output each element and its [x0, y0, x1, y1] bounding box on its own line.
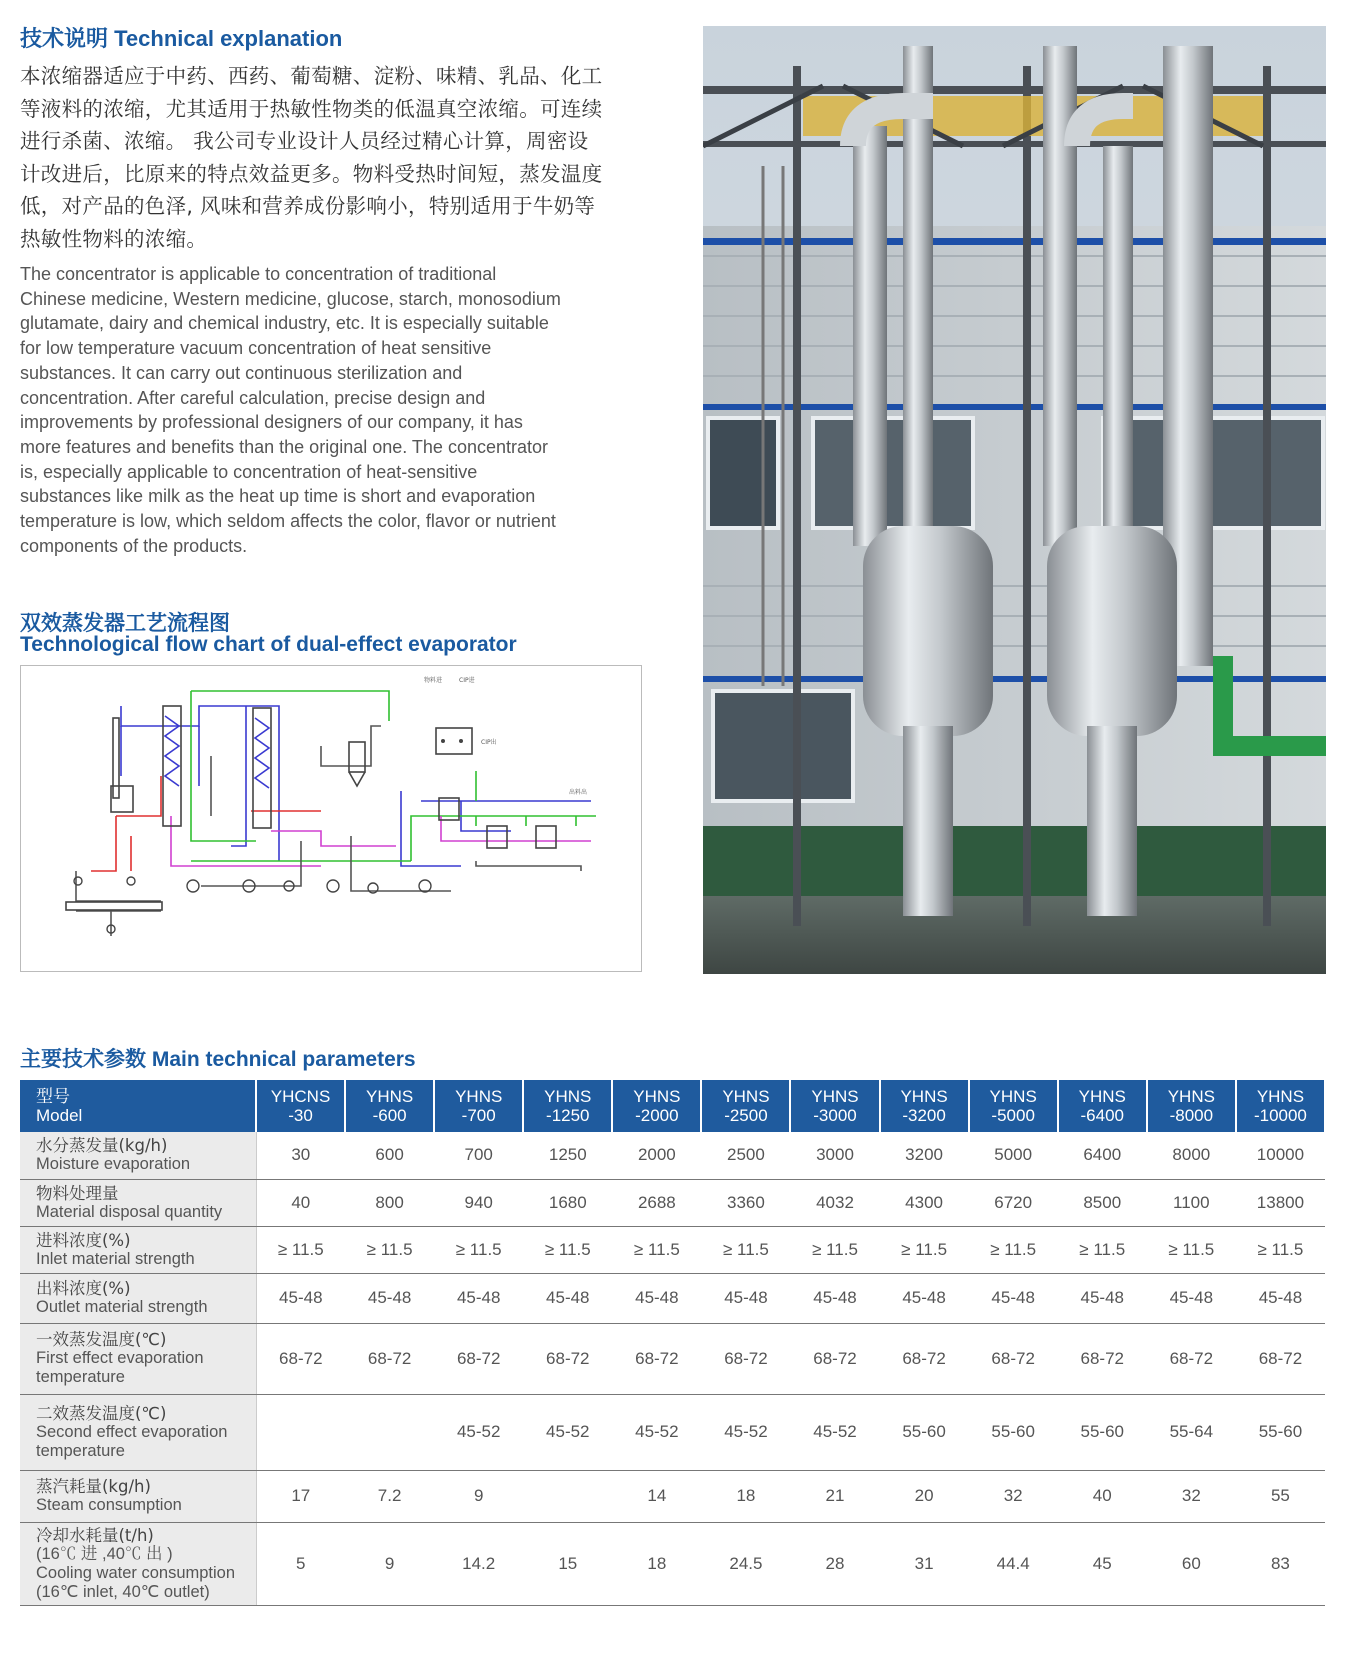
table-cell: ≥ 11.5: [1058, 1226, 1147, 1273]
table-cell: 45-48: [523, 1273, 612, 1323]
table-header-row: [20, 1080, 1325, 1132]
header-model-text: YHNS: [1256, 1087, 1305, 1106]
cn-line: 等液料的浓缩，尤其适用于热敏性物类的低温真空浓缩。可连续: [20, 96, 603, 121]
table-cell: 68-72: [1236, 1323, 1325, 1394]
en-line: more features and benefits than the original one. The concentrator: [20, 436, 549, 457]
table-cell: 13800: [1236, 1179, 1325, 1226]
header-model: [256, 1080, 345, 1132]
table-cell: 45-48: [345, 1273, 434, 1323]
table-cell: 32: [1147, 1470, 1236, 1522]
table-cell: 40: [256, 1179, 345, 1226]
header-model-label: [20, 1080, 256, 1132]
table-cell: 18: [701, 1470, 790, 1522]
table-cell: 4032: [790, 1179, 879, 1226]
table-cell: 45-48: [880, 1273, 969, 1323]
row-label: [20, 1226, 256, 1273]
table-cell: 55-64: [1147, 1394, 1236, 1470]
table-cell: ≥ 11.5: [523, 1226, 612, 1273]
row-label: [20, 1394, 256, 1470]
table-cell: 1100: [1147, 1179, 1236, 1226]
row-label-text: (16℃ 进 ,40℃ 出 ): [36, 1544, 173, 1563]
table-cell: ≥ 11.5: [345, 1226, 434, 1273]
table-cell: 1250: [523, 1132, 612, 1179]
header-model-text: -6400: [1080, 1106, 1124, 1125]
row-label-text: 蒸汽耗量(kg/h): [36, 1477, 151, 1496]
table-cell: 5000: [969, 1132, 1058, 1179]
table-cell: 2000: [612, 1132, 701, 1179]
header-model: [1058, 1080, 1147, 1132]
header-model-text: -2500: [724, 1106, 768, 1125]
evaporator-photo-illustration: [703, 26, 1326, 974]
table-cell: 6400: [1058, 1132, 1147, 1179]
table-row: [20, 1394, 1325, 1470]
table-cell: 940: [434, 1179, 523, 1226]
header-model-text: -30: [288, 1106, 313, 1125]
table-row: [20, 1179, 1325, 1226]
header-model-text: Model: [36, 1106, 83, 1125]
table-cell: 2688: [612, 1179, 701, 1226]
header-model-text: -5000: [991, 1106, 1035, 1125]
table-cell: ≥ 11.5: [701, 1226, 790, 1273]
table-cell: 3200: [880, 1132, 969, 1179]
header-model-text: YHNS: [455, 1087, 503, 1106]
table-cell: 7.2: [345, 1470, 434, 1522]
row-label-text: temperature: [36, 1441, 125, 1460]
table-cell: 68-72: [434, 1323, 523, 1394]
flow-chart-title-cn: 双效蒸发器工艺流程图: [20, 611, 230, 635]
table-cell: 68-72: [1058, 1323, 1147, 1394]
row-label-text: Steam consumption: [36, 1496, 182, 1514]
en-line: concentration. After careful calculation, precise design and: [20, 387, 486, 408]
row-label-text: 进料浓度(%): [36, 1230, 131, 1250]
table-cell: 3360: [701, 1179, 790, 1226]
label-cip-out: CIP出: [481, 739, 497, 746]
table-cell: [523, 1470, 612, 1522]
table-cell: 24.5: [701, 1522, 790, 1605]
header-model: [523, 1080, 612, 1132]
table-cell: 600: [345, 1132, 434, 1179]
flow-chart-diagram: [20, 665, 642, 972]
cn-line: 热敏性物料的浓缩。: [20, 226, 208, 251]
params-section-title: 主要技术参数 Main technical parameters: [20, 1048, 416, 1071]
header-model-text: YHCNS: [270, 1087, 331, 1106]
header-model: [1236, 1080, 1325, 1132]
table-cell: [345, 1394, 434, 1470]
table-cell: 68-72: [969, 1323, 1058, 1394]
table-cell: 45-48: [969, 1273, 1058, 1323]
en-line: improvements by professional designers of our company, it has: [20, 412, 523, 433]
row-label-text: Outlet material strength: [36, 1298, 208, 1316]
table-cell: 15: [523, 1522, 612, 1605]
header-model: [790, 1080, 879, 1132]
evaporator-photo: [703, 26, 1326, 974]
en-line: is, especially applicable to concentration of heat-sensitive: [20, 461, 478, 482]
table-cell: ≥ 11.5: [880, 1226, 969, 1273]
cn-line: 计改进后，比原来的特点效益更多。物料受热时间短，蒸发温度: [20, 161, 603, 186]
table-cell: 31: [880, 1522, 969, 1605]
label-cip-in: CIP进: [459, 677, 475, 684]
table-cell: ≥ 11.5: [612, 1226, 701, 1273]
header-model-text: YHNS: [1078, 1087, 1126, 1106]
header-model-text: YHNS: [544, 1087, 592, 1106]
header-model-text: 型号: [36, 1087, 70, 1106]
header-model-text: -700: [461, 1106, 496, 1125]
table-cell: 8000: [1147, 1132, 1236, 1179]
table-cell: 55-60: [1058, 1394, 1147, 1470]
row-label-text: Inlet material strength: [36, 1249, 195, 1268]
table-cell: 45-48: [256, 1273, 345, 1323]
table-cell: 10000: [1236, 1132, 1325, 1179]
row-label-text: 一效蒸发温度(℃): [36, 1330, 167, 1349]
table-cell: 21: [790, 1470, 879, 1522]
header-model: [1147, 1080, 1236, 1132]
header-model: [880, 1080, 969, 1132]
row-label: [20, 1323, 256, 1394]
table-cell: 68-72: [345, 1323, 434, 1394]
header-model-text: YHNS: [366, 1087, 414, 1106]
table-cell: 5: [256, 1522, 345, 1605]
table-cell: 9: [345, 1522, 434, 1605]
header-model-text: YHNS: [1167, 1087, 1215, 1106]
header-model-text: -600: [372, 1106, 407, 1125]
table-row: [20, 1273, 1325, 1323]
table-cell: 4300: [880, 1179, 969, 1226]
row-label: [20, 1179, 256, 1226]
header-model-text: -1250: [546, 1106, 590, 1125]
table-cell: 6720: [969, 1179, 1058, 1226]
row-label-text: 二效蒸发温度(℃): [36, 1403, 167, 1423]
chinese-description: [20, 60, 650, 255]
row-label-text: First effect evaporation: [36, 1349, 204, 1367]
table-cell: 40: [1058, 1470, 1147, 1522]
header-model-text: YHNS: [900, 1087, 948, 1106]
table-cell: 700: [434, 1132, 523, 1179]
row-label-text: 冷却水耗量(t/h): [36, 1525, 154, 1545]
table-cell: ≥ 11.5: [1236, 1226, 1325, 1273]
cn-line: 低，对产品的色泽, 风味和营养成份影响小，特别适用于牛奶等: [20, 194, 596, 218]
table-cell: 28: [790, 1522, 879, 1605]
row-label-text: temperature: [36, 1368, 125, 1386]
english-description: [20, 262, 650, 558]
table-row: [20, 1132, 1325, 1179]
table-cell: ≥ 11.5: [256, 1226, 345, 1273]
table-cell: 45-48: [1058, 1273, 1147, 1323]
table-cell: 14.2: [434, 1522, 523, 1605]
table-cell: 800: [345, 1179, 434, 1226]
table-cell: 45-52: [790, 1394, 879, 1470]
header-model-text: -10000: [1253, 1106, 1307, 1125]
header-model-text: -2000: [635, 1106, 679, 1125]
header-model: [345, 1080, 434, 1132]
row-label-text: Material disposal quantity: [36, 1202, 223, 1221]
table-cell: 45-52: [612, 1394, 701, 1470]
table-cell: ≥ 11.5: [790, 1226, 879, 1273]
table-row: [20, 1226, 1325, 1273]
table-cell: 68-72: [523, 1323, 612, 1394]
table-cell: 68-72: [701, 1323, 790, 1394]
en-line: The concentrator is applicable to concentration of traditional: [20, 264, 497, 284]
header-model: [969, 1080, 1058, 1132]
flow-chart-title-en: Technological flow chart of dual-effect evaporator: [20, 633, 517, 656]
en-line: glutamate, dairy and chemical industry, etc. It is especially suitable: [20, 313, 549, 334]
table-cell: 45-48: [790, 1273, 879, 1323]
table-cell: 20: [880, 1470, 969, 1522]
row-label: [20, 1132, 256, 1179]
header-model-text: -8000: [1169, 1106, 1214, 1125]
table-cell: 55: [1236, 1470, 1325, 1522]
table-cell: [256, 1394, 345, 1470]
table-cell: ≥ 11.5: [1147, 1226, 1236, 1273]
row-label: [20, 1273, 256, 1323]
table-row: [20, 1323, 1325, 1394]
row-label-text: Moisture evaporation: [36, 1155, 191, 1174]
table-cell: 17: [256, 1470, 345, 1522]
table-cell: 8500: [1058, 1179, 1147, 1226]
row-label: [20, 1470, 256, 1522]
table-cell: 30: [256, 1132, 345, 1179]
table-cell: 45-48: [701, 1273, 790, 1323]
en-line: substances like milk as the heat up time is short and evaporation: [20, 486, 536, 507]
header-model: [434, 1080, 523, 1132]
table-cell: 45-52: [434, 1394, 523, 1470]
table-cell: 9: [434, 1470, 523, 1522]
cn-line: 进行杀菌、浓缩。 我公司专业设计人员经过精心计算，周密设: [20, 129, 589, 153]
header-model-text: YHNS: [633, 1087, 681, 1106]
header-model: [701, 1080, 790, 1132]
en-line: substances. It can carry out continuous sterilization and: [20, 362, 463, 383]
table-cell: 68-72: [790, 1323, 879, 1394]
table-cell: 83: [1236, 1522, 1325, 1605]
cn-line: 本浓缩器适应于中药、西药、葡萄糖、淀粉、味精、乳品、化工: [20, 64, 603, 88]
row-label-text: Second effect evaporation: [36, 1422, 228, 1441]
en-line: temperature is low, which seldom affects the color, flavor or nutrient: [20, 511, 556, 532]
table-cell: 18: [612, 1522, 701, 1605]
table-cell: 45-48: [434, 1273, 523, 1323]
table-cell: 45-52: [523, 1394, 612, 1470]
table-cell: ≥ 11.5: [434, 1226, 523, 1273]
table-cell: 55-60: [880, 1394, 969, 1470]
table-cell: 45-48: [612, 1273, 701, 1323]
table-cell: 1680: [523, 1179, 612, 1226]
table-row: [20, 1522, 1325, 1605]
row-label-text: Cooling water consumption: [36, 1563, 236, 1582]
table-cell: ≥ 11.5: [969, 1226, 1058, 1273]
table-row: [20, 1470, 1325, 1522]
parameters-table: [20, 1080, 1326, 1606]
row-label-text: (16℃ inlet, 40℃ outlet): [36, 1582, 210, 1601]
tech-section-title: 技术说明 Technical explanation: [20, 26, 343, 51]
header-model-text: -3200: [902, 1106, 946, 1125]
label-discharge: 出料出: [569, 789, 588, 796]
table-cell: 68-72: [880, 1323, 969, 1394]
table-cell: 55-60: [1236, 1394, 1325, 1470]
table-cell: 60: [1147, 1522, 1236, 1605]
flow-chart-svg: [21, 666, 641, 971]
header-model-text: -3000: [813, 1106, 857, 1125]
en-line: for low temperature vacuum concentration of heat sensitive: [20, 338, 492, 359]
table-cell: 14: [612, 1470, 701, 1522]
row-label: [20, 1522, 256, 1605]
header-model-text: YHNS: [989, 1087, 1037, 1106]
row-label-text: 物料处理量: [36, 1183, 119, 1203]
table-cell: 2500: [701, 1132, 790, 1179]
table-cell: 45-48: [1236, 1273, 1325, 1323]
table-cell: 68-72: [1147, 1323, 1236, 1394]
row-label-text: 水分蒸发量(kg/h): [36, 1136, 168, 1156]
header-model-text: YHNS: [722, 1087, 770, 1106]
table-cell: 45-48: [1147, 1273, 1236, 1323]
table-cell: 68-72: [256, 1323, 345, 1394]
header-model-text: YHNS: [811, 1087, 859, 1106]
table-cell: 44.4: [969, 1522, 1058, 1605]
table-cell: 55-60: [969, 1394, 1058, 1470]
header-model: [612, 1080, 701, 1132]
table-cell: 45-52: [701, 1394, 790, 1470]
label-material-in: 物料进: [424, 677, 443, 684]
en-line: components of the products.: [20, 535, 248, 556]
row-label-text: 出料浓度(%): [36, 1279, 131, 1298]
table-cell: 68-72: [612, 1323, 701, 1394]
table-cell: 45: [1058, 1522, 1147, 1605]
table-cell: 32: [969, 1470, 1058, 1522]
table-cell: 3000: [790, 1132, 879, 1179]
en-line: Chinese medicine, Western medicine, glucose, starch, monosodium: [20, 288, 561, 309]
